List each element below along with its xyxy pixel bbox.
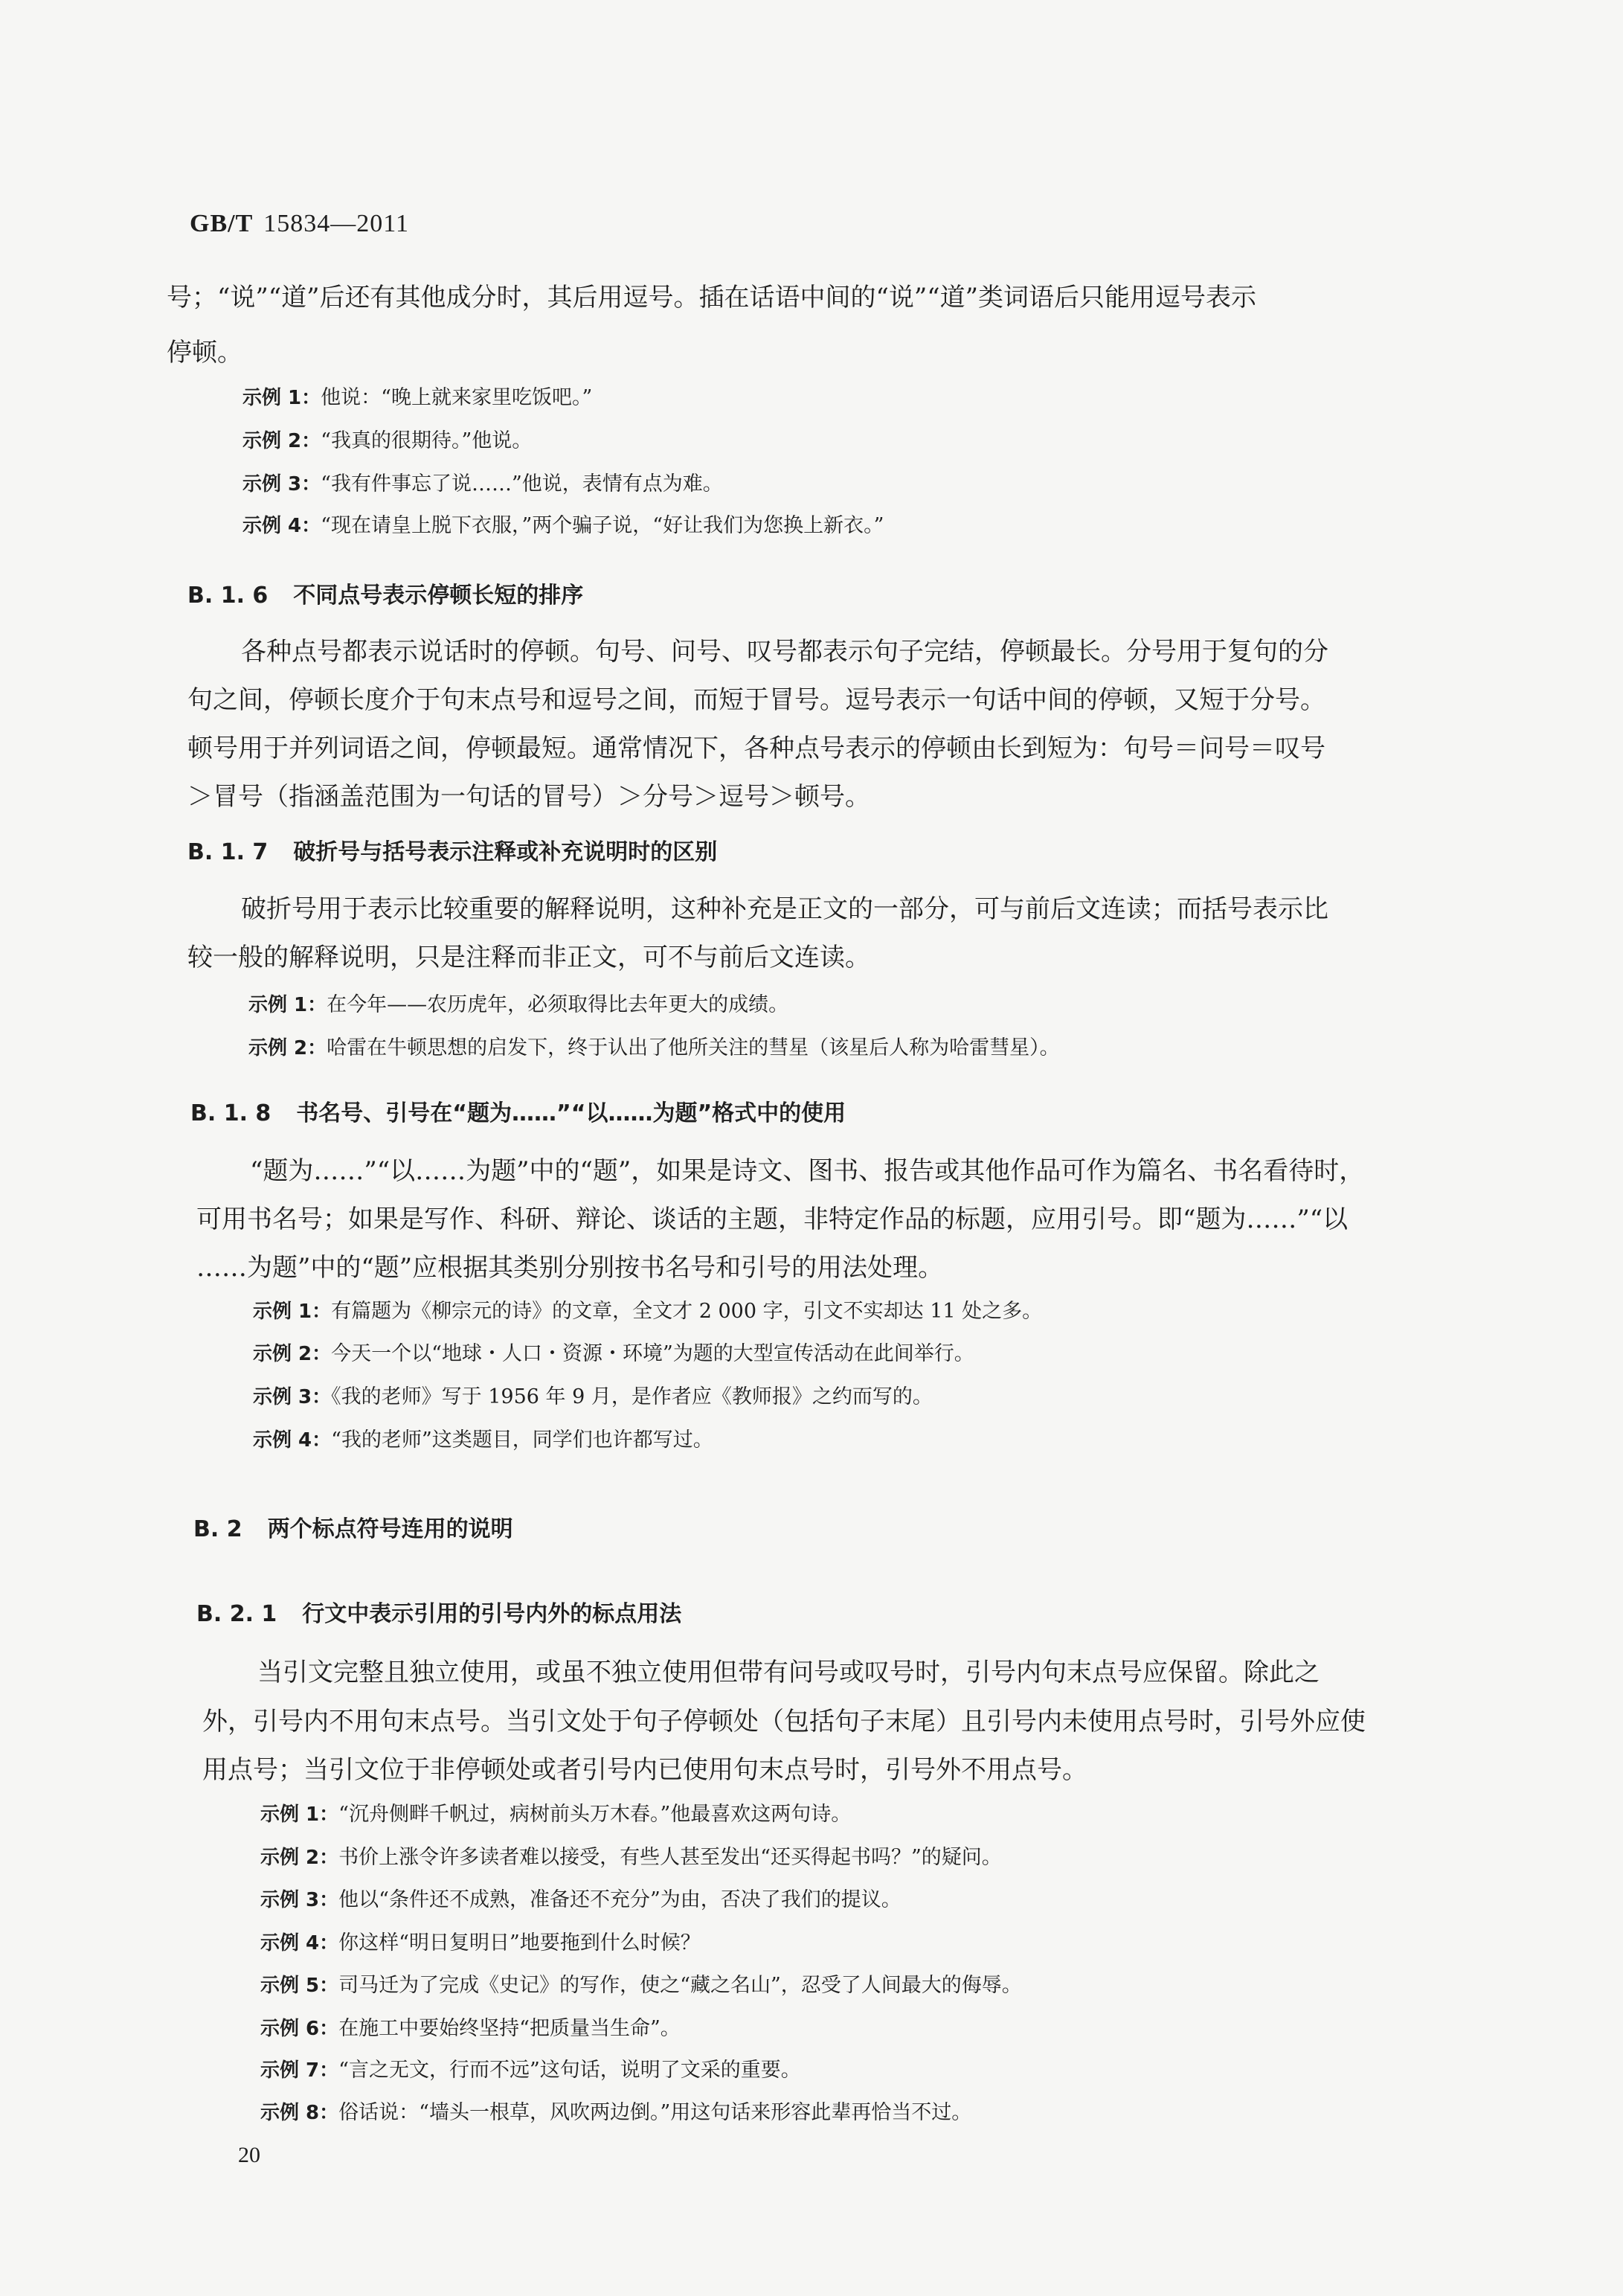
standard-code: GB/T — [190, 210, 254, 237]
example-item — [260, 2012, 681, 2041]
example-text: “现在请皇上脱下衣服，”两个骗子说，“好让我们为您换上新衣。” — [321, 514, 884, 537]
standard-header — [190, 210, 409, 238]
example-text: 司马迁为了完成《史记》的写作，使之“藏之名山”，忍受了人间最大的侮辱。 — [338, 1974, 1022, 1997]
page-number: 20 — [238, 2143, 260, 2167]
example-text: “我真的很期待。”他说。 — [321, 429, 533, 452]
section-heading-b-2-1 — [196, 1595, 681, 1628]
example-label: 示例 3： — [242, 473, 321, 496]
example-label: 示例 4： — [260, 1932, 339, 1955]
section-heading-b-1-6 — [187, 577, 583, 609]
example-text: “我的老师”这类题目，同学们也许都写过。 — [331, 1428, 713, 1452]
example-label: 示例 2： — [260, 1847, 339, 1869]
paragraph-line: “题为……”“以……为题”中的“题”，如果是诗文、图书、报告或其他作品可作为篇名、书名看待时， — [250, 1156, 1365, 1186]
paragraph-line: ＞冒号（指涵盖范围为一句话的冒号）＞分号＞逗号＞顿号。 — [187, 782, 870, 812]
section-number: B. 1. 7 — [187, 839, 269, 865]
section-title: 不同点号表示停顿长短的排序 — [293, 583, 584, 609]
example-text: “我有件事忘了说……”他说，表情有点为难。 — [321, 472, 723, 496]
example-item — [248, 1031, 1060, 1060]
example-text: 俗话说：“墙头一根草，风吹两边倒。”用这句话来形容此辈再恰当不过。 — [338, 2101, 972, 2124]
paragraph-line: 停顿。 — [167, 338, 242, 368]
example-text: 有篇题为《柳宗元的诗》的文章，全文才 2 000 字，引文不实却达 11 处之多。 — [331, 1300, 1043, 1323]
example-item — [260, 1798, 851, 1827]
example-label: 示例 5： — [260, 1975, 339, 1997]
example-label: 示例 2： — [242, 430, 321, 452]
example-text: 《我的老师》写于 1956 年 9 月，是作者应《教师报》之约而写的。 — [331, 1385, 933, 1408]
example-item — [242, 381, 592, 410]
section-title: 书名号、引号在“题为……”“以……为题”格式中的使用 — [296, 1100, 846, 1126]
example-label: 示例 1： — [260, 1803, 339, 1826]
example-item — [260, 2096, 971, 2125]
example-item — [253, 1337, 974, 1366]
paragraph-line: 外，引号内不用句末点号。当引文处于句子停顿处（包括句子末尾）且引号内未使用点号时，引号外应使 — [202, 1707, 1366, 1737]
example-item — [253, 1423, 713, 1452]
section-heading-b-1-7 — [187, 833, 717, 866]
example-label: 示例 1： — [253, 1301, 332, 1323]
example-label: 示例 4： — [242, 515, 321, 537]
section-number: B. 1. 8 — [190, 1100, 271, 1126]
section-number: B. 1. 6 — [187, 583, 269, 609]
example-item — [253, 1380, 933, 1409]
example-item — [242, 467, 723, 496]
example-item — [242, 509, 884, 538]
paragraph-line: 用点号；当引文位于非停顿处或者引号内已使用句末点号时，引号外不用点号。 — [202, 1755, 1087, 1785]
paragraph-line: 各种点号都表示说话时的停顿。句号、问号、叹号都表示句子完结，停顿最长。分号用于复句的分 — [241, 637, 1328, 667]
example-text: “言之无文，行而不远”这句话，说明了文采的重要。 — [338, 2059, 801, 2082]
example-item — [260, 2053, 801, 2082]
example-text: 书价上涨令许多读者难以接受，有些人甚至发出“还买得起书吗？”的疑问。 — [338, 1846, 1002, 1869]
example-text: 在施工中要始终坚持“把质量当生命”。 — [338, 2017, 681, 2040]
section-title: 行文中表示引用的引号内外的标点用法 — [302, 1601, 682, 1627]
section-number: B. 2 — [193, 1516, 242, 1542]
example-label: 示例 6： — [260, 2018, 339, 2040]
example-text: 在今年——农历虎年，必须取得比去年更大的成绩。 — [327, 993, 789, 1016]
paragraph-line: 顿号用于并列词语之间，停顿最短。通常情况下，各种点号表示的停顿由长到短为：句号＝问号＝叹号 — [187, 734, 1325, 763]
example-item — [248, 988, 788, 1017]
example-label: 示例 2： — [253, 1343, 332, 1365]
paragraph-line: 句之间，停顿长度介于句末点号和逗号之间，而短于冒号。逗号表示一句话中间的停顿，又短于分号。 — [187, 685, 1325, 715]
paragraph-line: ……为题”中的“题”应根据其类别分别按书名号和引号的用法处理。 — [196, 1253, 944, 1283]
section-title: 破折号与括号表示注释或补充说明时的区别 — [293, 839, 718, 865]
example-label: 示例 3： — [253, 1386, 332, 1408]
example-text: 你这样“明日复明日”地要拖到什么时候？ — [338, 1931, 701, 1955]
example-label: 示例 7： — [260, 2059, 339, 2082]
example-label: 示例 2： — [248, 1037, 327, 1059]
section-heading-b-1-8 — [190, 1094, 846, 1127]
example-text: 他说：“晚上就来家里吃饭吧。” — [321, 386, 593, 409]
example-label: 示例 3： — [260, 1889, 339, 1911]
paragraph-line: 号；“说”“道”后还有其他成分时，其后用逗号。插在话语中间的“说”“道”类词语后只能用逗号表示 — [167, 283, 1257, 312]
standard-number: 15834—2011 — [263, 210, 409, 237]
paragraph-line: 破折号用于表示比较重要的解释说明，这种补充是正文的一部分，可与前后文连读；而括号表示比 — [241, 894, 1328, 924]
section-number: B. 2. 1 — [196, 1601, 277, 1627]
example-text: 哈雷在牛顿思想的启发下，终于认出了他所关注的彗星（该星后人称为哈雷彗星）。 — [327, 1036, 1060, 1059]
example-item — [253, 1295, 1042, 1324]
section-heading-b-2 — [193, 1510, 513, 1543]
example-label: 示例 4： — [253, 1429, 332, 1452]
example-item — [260, 1969, 1022, 1998]
example-item — [260, 1883, 902, 1912]
example-text: “沉舟侧畔千帆过，病树前头万木春。”他最喜欢这两句诗。 — [338, 1803, 852, 1826]
example-item — [260, 1841, 1002, 1870]
example-item — [242, 424, 532, 453]
paragraph-line: 当引文完整且独立使用，或虽不独立使用但带有问号或叹号时，引号内句末点号应保留。除此之 — [257, 1658, 1320, 1687]
example-item — [260, 1926, 701, 1955]
example-label: 示例 1： — [248, 994, 327, 1016]
example-text: 今天一个以“地球・人口・资源・环境”为题的大型宣传活动在此间举行。 — [331, 1342, 974, 1365]
example-label: 示例 8： — [260, 2102, 339, 2124]
paragraph-line: 可用书名号；如果是写作、科研、辩论、谈话的主题，非特定作品的标题，应用引号。即“题为……”“以 — [196, 1205, 1349, 1234]
example-text: 他以“条件还不成熟，准备还不充分”为由，否决了我们的提议。 — [338, 1888, 902, 1911]
example-label: 示例 1： — [242, 387, 321, 409]
section-title: 两个标点符号连用的说明 — [267, 1516, 513, 1542]
paragraph-line: 较一般的解释说明，只是注释而非正文，可不与前后文连读。 — [187, 943, 870, 972]
